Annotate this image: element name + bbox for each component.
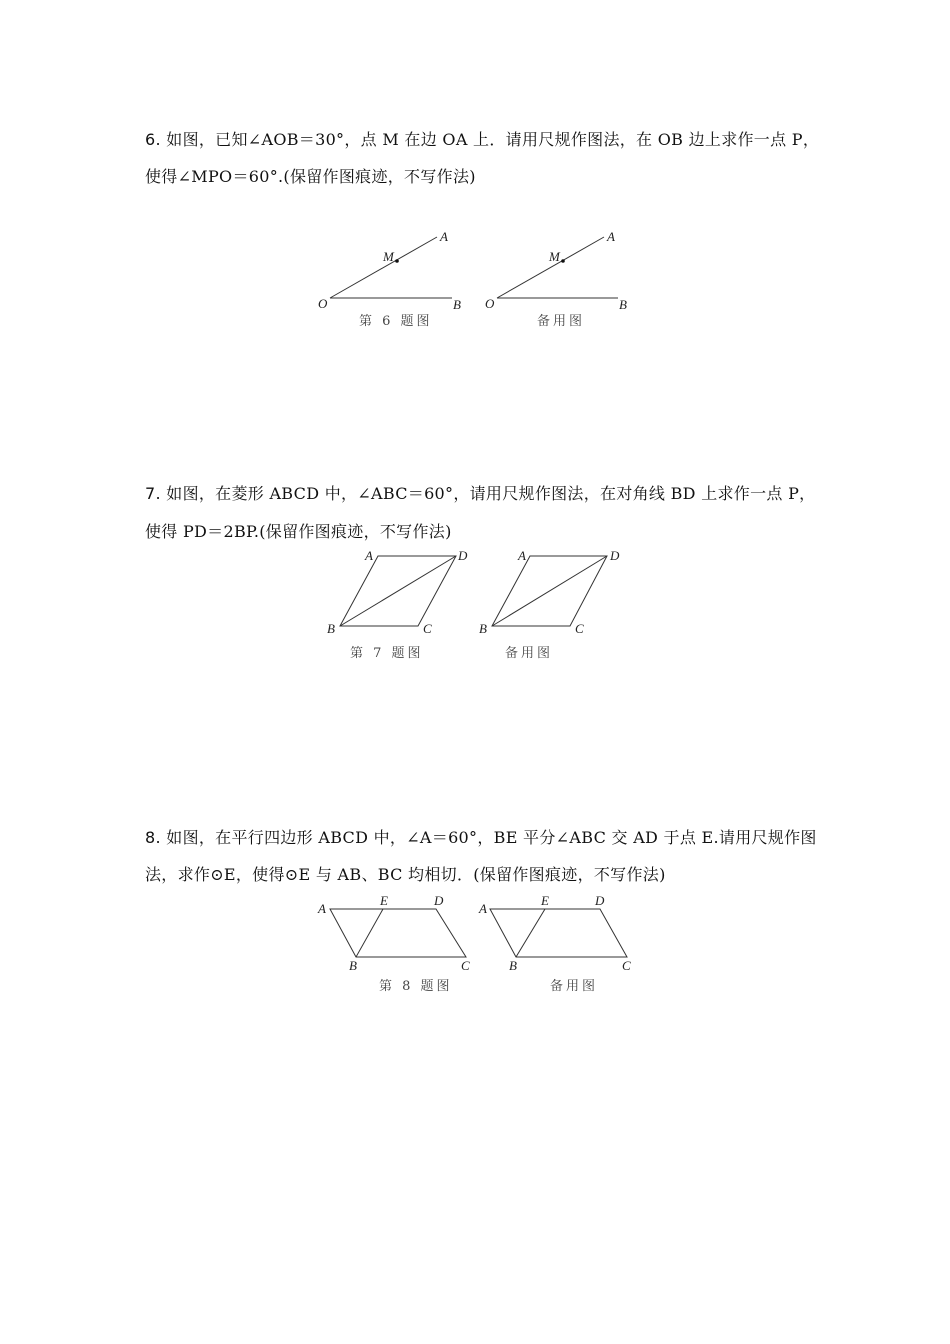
label-b: B <box>479 621 487 636</box>
label-c: C <box>423 621 432 636</box>
label-m: M <box>383 249 394 264</box>
q8-text-2: 法，求作⊙E，使得⊙E 与 AB、BC 均相切．(保留作图痕迹，不写作法) <box>145 865 666 884</box>
point-m <box>561 259 565 263</box>
label-d: D <box>595 893 605 908</box>
label-a: A <box>518 548 526 563</box>
point-m <box>395 259 399 263</box>
label-d: D <box>610 548 620 563</box>
label-a: A <box>607 229 615 244</box>
label-b: B <box>327 621 335 636</box>
figure-caption: 第 6 题图 <box>359 314 433 329</box>
q7-number: 7. <box>145 484 161 503</box>
label-d: D <box>458 548 468 563</box>
label-d: D <box>434 893 444 908</box>
q6-number: 6. <box>145 130 161 149</box>
label-o: O <box>318 296 328 311</box>
label-c: C <box>461 958 470 973</box>
label-o: O <box>485 296 495 311</box>
label-b: B <box>349 958 357 973</box>
label-b: B <box>509 958 517 973</box>
label-e: E <box>541 893 549 908</box>
label-a: A <box>318 901 326 916</box>
label-a: A <box>440 229 448 244</box>
label-b: B <box>619 297 627 312</box>
figure-caption: 备用图 <box>537 314 586 329</box>
figure-caption: 备用图 <box>505 646 554 661</box>
q8-line-1 <box>145 825 817 848</box>
figure-caption: 第 7 题图 <box>350 646 424 661</box>
label-e: E <box>380 893 388 908</box>
q8-figure <box>317 893 470 994</box>
q7-spare-figure <box>479 548 620 661</box>
q6-text-2: 使得∠MPO＝60°.(保留作图痕迹，不写作法) <box>145 167 476 186</box>
q6-text-1: 如图，已知∠AOB＝30°，点 M 在边 OA 上．请用尺规作图法，在 OB 边上求作一点 P， <box>166 130 820 149</box>
q7-text-2: 使得 PD＝2BP.(保留作图痕迹，不写作法) <box>145 522 452 541</box>
label-a: A <box>365 548 373 563</box>
q8-spare-figure <box>478 893 631 994</box>
figure-caption: 第 8 题图 <box>379 979 453 994</box>
q7-line-1 <box>145 481 815 504</box>
label-m: M <box>549 249 560 264</box>
q7-text-1: 如图，在菱形 ABCD 中，∠ABC＝60°，请用尺规作图法，在对角线 BD 上求作一点 P， <box>166 484 816 503</box>
label-b: B <box>453 297 461 312</box>
q7-figure <box>327 548 468 661</box>
q6-spare-figure <box>485 229 627 329</box>
q8-text-1: 如图，在平行四边形 ABCD 中，∠A＝60°，BE 平分∠ABC 交 AD 于点 E.请用尺规作图 <box>166 828 817 847</box>
q6-figure <box>318 229 461 329</box>
label-c: C <box>575 621 584 636</box>
label-c: C <box>622 958 631 973</box>
figure-caption: 备用图 <box>550 979 599 994</box>
q8-number: 8. <box>145 828 161 847</box>
label-a: A <box>479 901 487 916</box>
